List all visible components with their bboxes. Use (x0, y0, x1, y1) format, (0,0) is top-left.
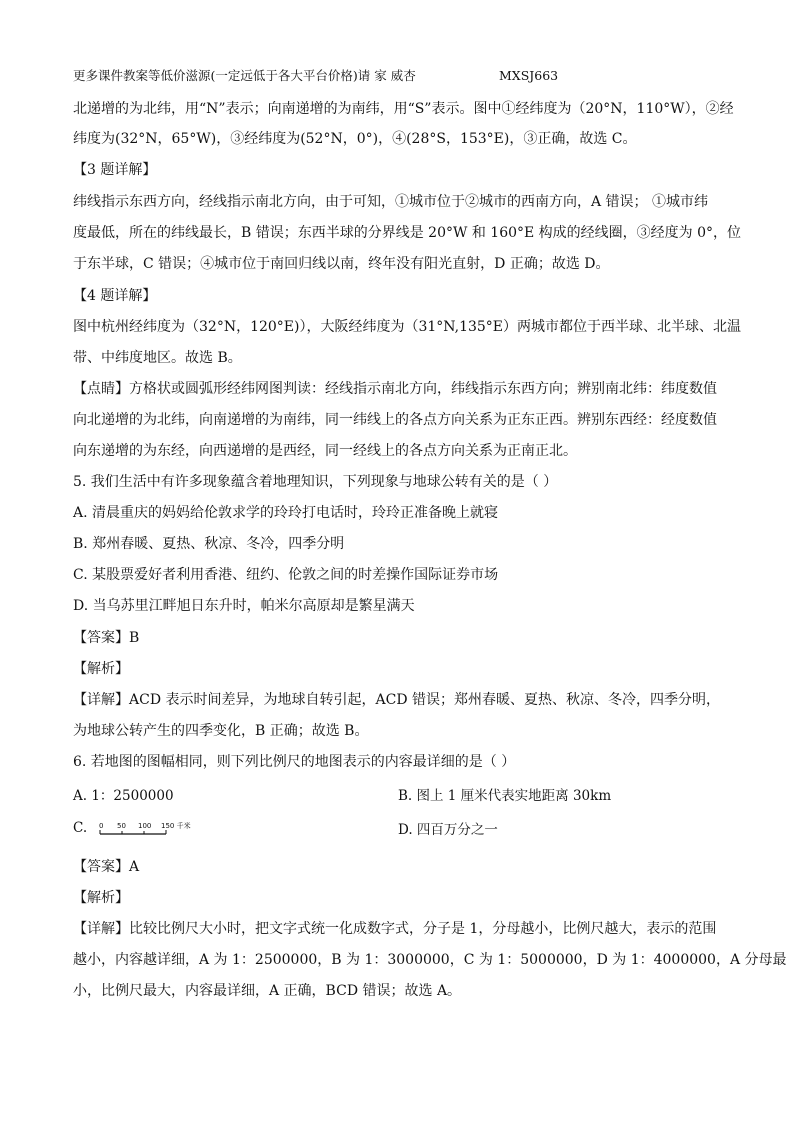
q6-detail-line: 小，比例尺最大，内容最详细，A 正确，BCD 错误；故选 A。 (73, 983, 462, 999)
q6-option-b: B. 图上 1 厘米代表实地距离 30km (398, 788, 612, 804)
q5-stem: 5. 我们生活中有许多现象蕴含着地理知识，下列现象与地球公转有关的是（ ） (73, 474, 558, 490)
q3-line: 度最低，所在的纬线最长，B 错误；东西半球的分界线是 20°W 和 160°E 构成的经线圈，③经度为 0°，位 (73, 225, 742, 241)
q6-option-c (73, 818, 209, 839)
q3-line: 于东半球，C 错误；④城市位于南回归线以南，终年没有阳光直射，D 正确；故选 D。 (73, 256, 610, 272)
q4-heading: 【4 题详解】 (73, 288, 157, 304)
q5-option-d: D. 当乌苏里江畔旭日东升时，帕米尔高原却是繁星满天 (73, 598, 415, 614)
q6-detail-line: 【详解】比较比例尺大小时，把文字式统一化成数字式，分子是 1，分母越小，比例尺越大，表示的范围 (73, 921, 717, 937)
intro-line: 纬度为(32°N，65°W)，③经纬度为(52°N，0°)，④(28°S，153°E)，③正确，故选 C。 (73, 131, 637, 147)
tip-line: 向北递增的为北纬，向南递增的为南纬，同一纬线上的各点方向关系为正东正西。辨别东西经：经度数值 (73, 412, 717, 428)
q3-heading: 【3 题详解】 (73, 162, 157, 178)
scale-label-150: 150 千米 (161, 821, 192, 830)
scale-label-50: 50 (117, 821, 127, 830)
line-scale-icon (97, 819, 209, 839)
q6-option-c-prefix: C. (73, 820, 88, 836)
q6-option-d: D. 四百万分之一 (398, 822, 498, 838)
q5-detail-line: 为地球公转产生的四季变化，B 正确；故选 B。 (73, 723, 369, 739)
tip-line: 向东递增的为东经，向西递增的是西经，同一经线上的各点方向关系为正南正北。 (73, 443, 577, 459)
page-header (73, 66, 723, 86)
q6-option-a: A. 1：2500000 (73, 788, 174, 804)
scale-label-100: 100 (138, 821, 152, 830)
q4-line: 图中杭州经纬度为（32°N，120°E)），大阪经纬度为（31°N,135°E）两城市都位于西半球、北半球、北温 (73, 319, 742, 335)
q6-detail-line: 越小，内容越详细，A 为 1：2500000，B 为 1：3000000，C 为 1：5000000，D 为 1：4000000，A 分母最 (73, 952, 787, 968)
q5-detail-line: 【详解】ACD 表示时间差异，为地球自转引起，ACD 错误；郑州春暖、夏热、秋凉、冬冷，四季分明， (73, 692, 720, 708)
q6-stem: 6. 若地图的图幅相同，则下列比例尺的地图表示的内容最详细的是（ ） (73, 754, 516, 770)
q3-line: 纬线指示东西方向，经线指示南北方向，由于可知，①城市位于②城市的西南方向，A 错误； ①城市纬 (73, 194, 709, 210)
header-text: 更多课件教案等低价滋源(一定远低于各大平台价格)请 家 威杏 (73, 68, 416, 83)
scale-label-0: 0 (99, 821, 104, 830)
header-code: MXSJ663 (499, 68, 559, 83)
q4-line: 带、中纬度地区。故选 B。 (73, 350, 242, 366)
q6-answer: 【答案】A (73, 859, 140, 875)
q5-option-b: B. 郑州春暖、夏热、秋凉、冬冷，四季分明 (73, 536, 345, 552)
q5-analysis-label: 【解析】 (73, 661, 129, 677)
q6-analysis-label: 【解析】 (73, 890, 129, 906)
q5-option-c: C. 某股票爱好者利用香港、纽约、伦敦之间的时差操作国际证券市场 (73, 567, 499, 583)
tip-line: 【点睛】方格状或圆弧形经纬网图判读：经线指示南北方向，纬线指示东西方向；辨别南北纬：纬度数值 (73, 381, 717, 397)
intro-line: 北递增的为北纬，用“N”表示；向南递增的为南纬，用“S”表示。图中①经纬度为（20°N，110°W），②经 (73, 101, 734, 117)
q5-answer: 【答案】B (73, 630, 140, 646)
q5-option-a: A. 清晨重庆的妈妈给伦敦求学的玲玲打电话时，玲玲正准备晚上就寝 (73, 505, 499, 521)
